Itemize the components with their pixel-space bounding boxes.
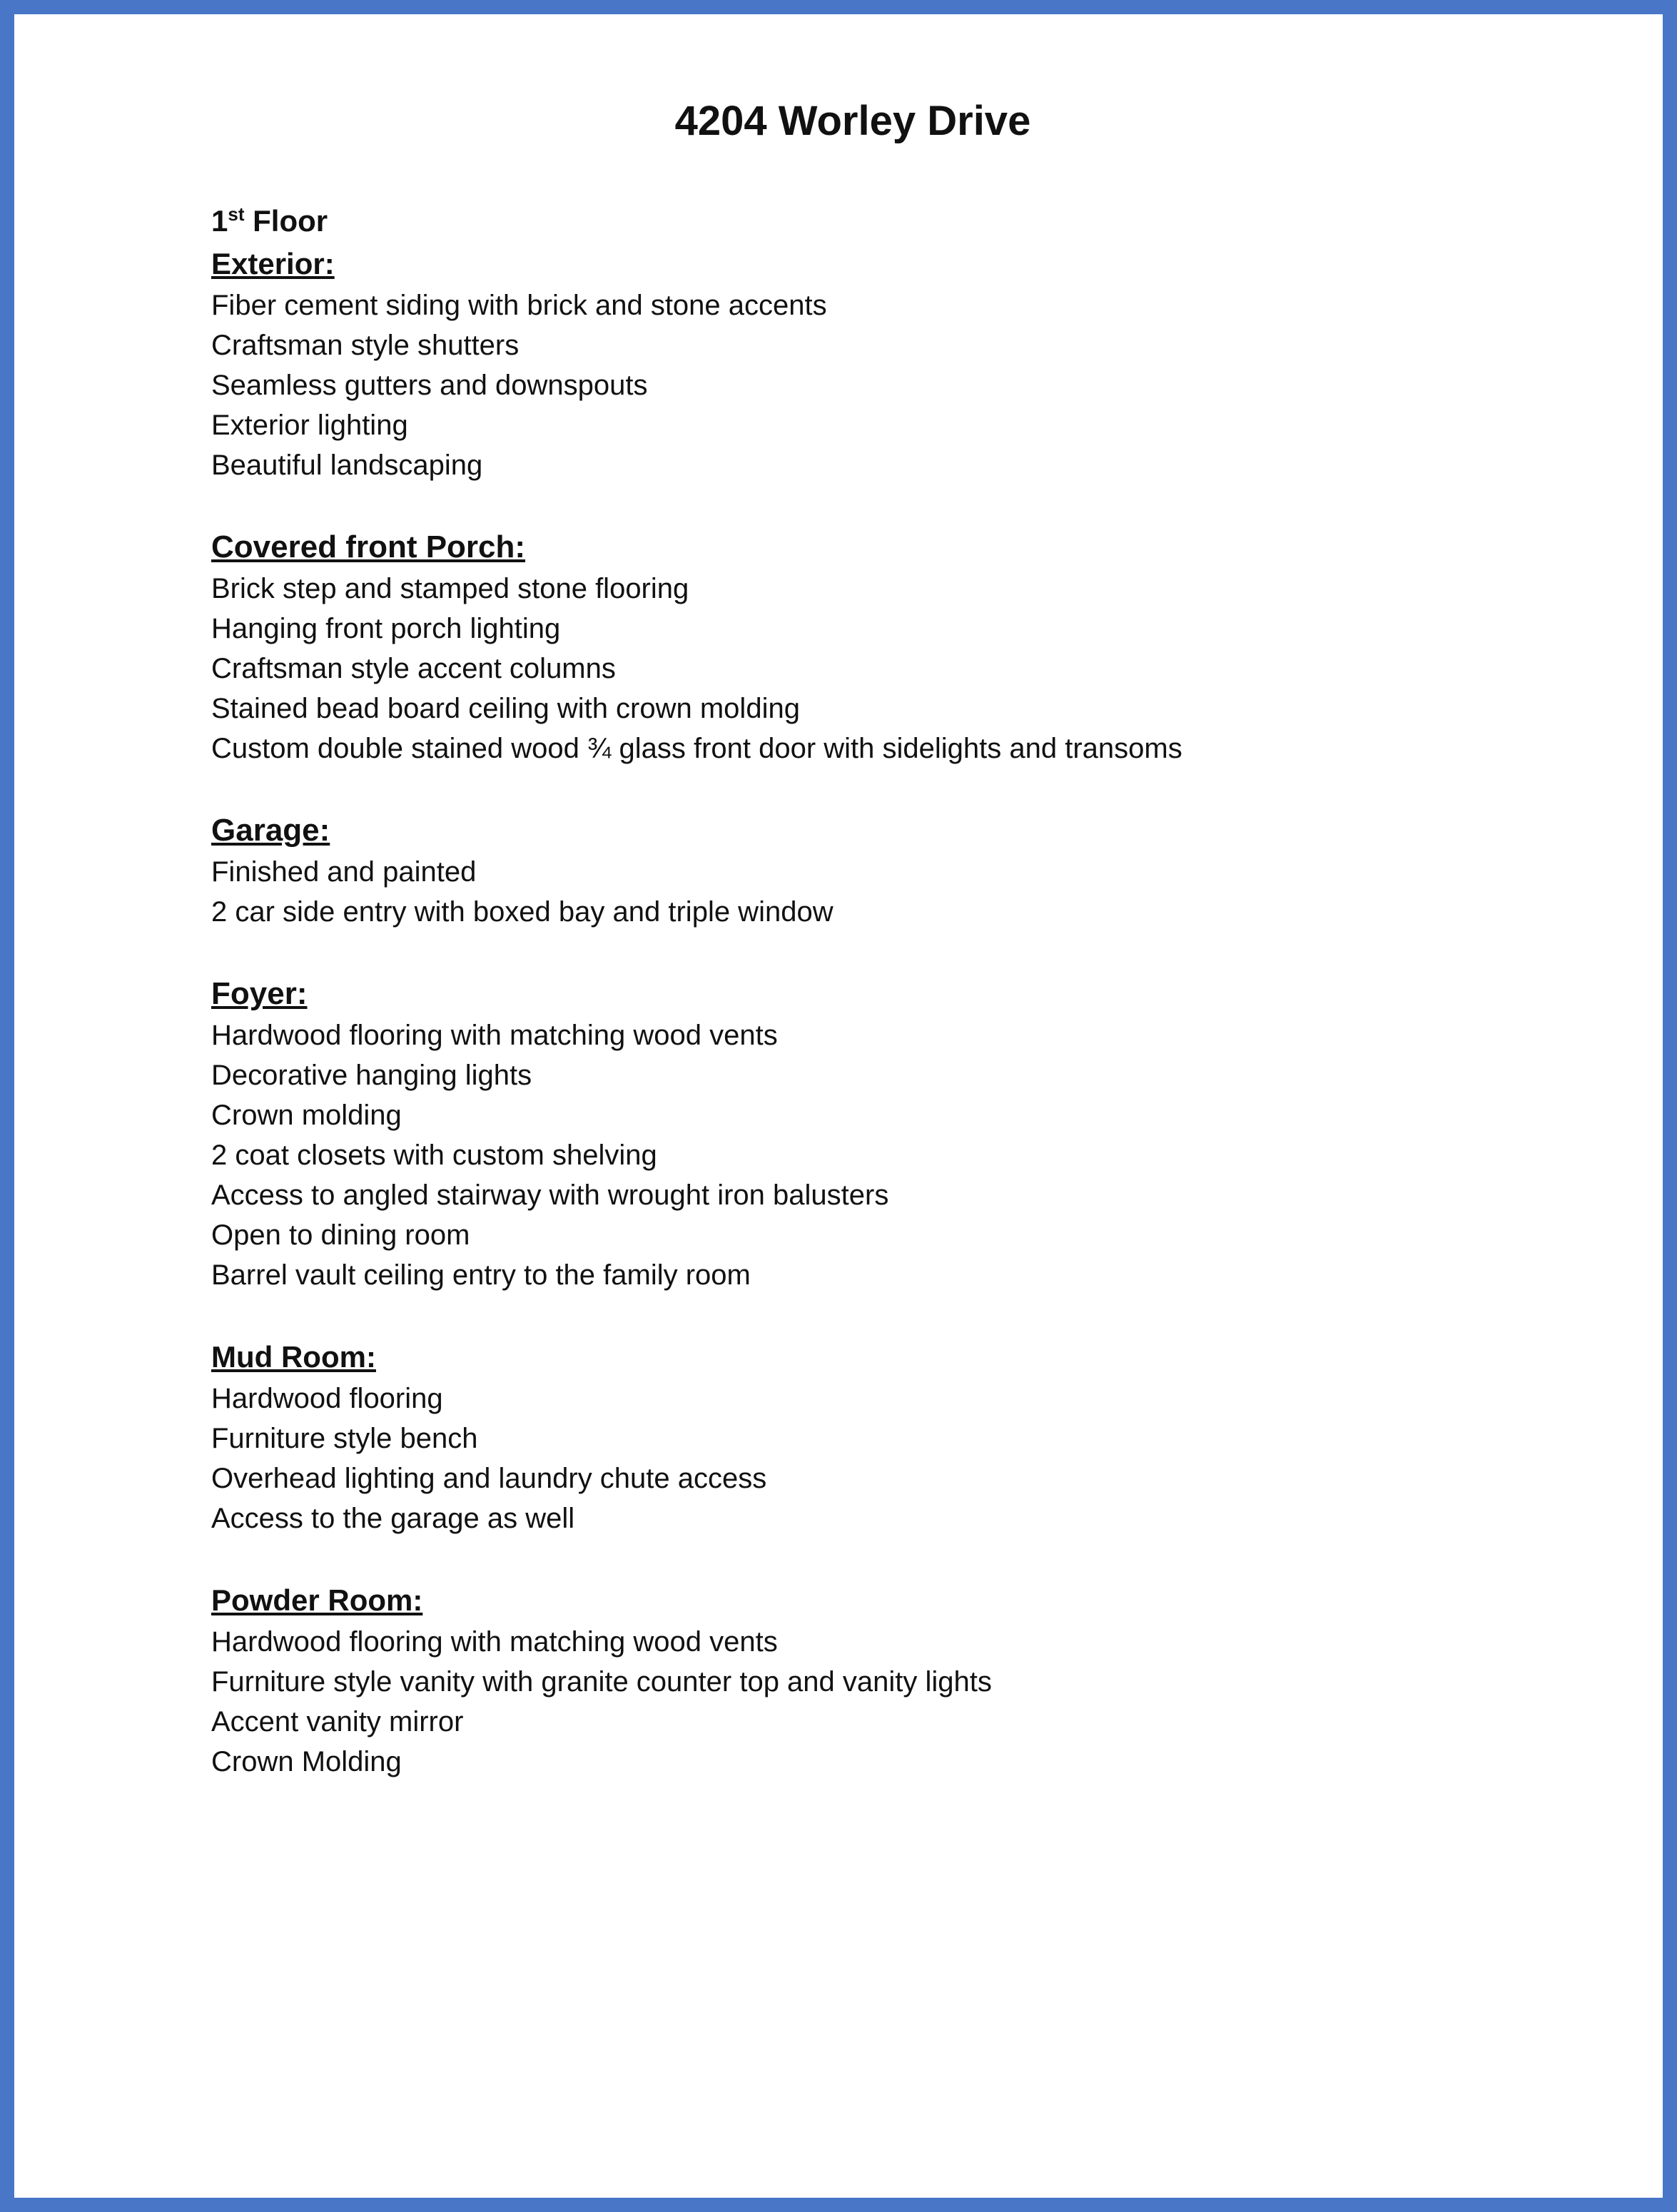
- list-item: Barrel vault ceiling entry to the family room: [211, 1259, 751, 1291]
- list-item: Exterior lighting: [211, 410, 408, 441]
- list-item: Furniture style vanity with granite counter top and vanity lights: [211, 1666, 992, 1698]
- section-heading: Mud Room:: [211, 1340, 376, 1374]
- document-body: [211, 200, 1567, 1822]
- floor-label: Floor: [244, 204, 328, 238]
- document-title: 4204 Worley Drive: [674, 98, 1031, 144]
- list-item: Beautiful landscaping: [211, 450, 483, 481]
- list-item: Open to dining room: [211, 1219, 470, 1251]
- section-foyer: [211, 973, 1567, 1295]
- list-item: Accent vanity mirror: [211, 1706, 464, 1737]
- section-garage: [211, 809, 1567, 932]
- list-item: Access to the garage as well: [211, 1503, 575, 1534]
- feature-list: [211, 852, 1567, 932]
- section-heading: Exterior:: [211, 247, 335, 280]
- feature-list: [211, 1379, 1567, 1538]
- floor-heading: [211, 200, 1567, 243]
- section-heading: Covered front Porch:: [211, 529, 526, 564]
- feature-list: [211, 1622, 1567, 1782]
- section-heading: Powder Room:: [211, 1583, 423, 1617]
- list-item: Crown molding: [211, 1100, 402, 1131]
- section-heading: Foyer:: [211, 976, 308, 1011]
- list-item: Finished and painted: [211, 856, 477, 888]
- feature-list: [211, 569, 1567, 768]
- list-item: 2 coat closets with custom shelving: [211, 1140, 657, 1171]
- section-powder-room: [211, 1579, 1567, 1782]
- list-item: Custom double stained wood ¾ glass front door with sidelights and transoms: [211, 733, 1182, 764]
- list-item: 2 car side entry with boxed bay and triple window: [211, 896, 834, 928]
- list-item: Stained bead board ceiling with crown molding: [211, 693, 800, 724]
- feature-list: [211, 285, 1567, 485]
- list-item: Hanging front porch lighting: [211, 613, 561, 644]
- list-item: Crown Molding: [211, 1746, 402, 1777]
- list-item: Decorative hanging lights: [211, 1060, 532, 1091]
- list-item: Hardwood flooring: [211, 1383, 443, 1414]
- list-item: Fiber cement siding with brick and stone accents: [211, 290, 827, 321]
- list-item: Hardwood flooring with matching wood vents: [211, 1626, 778, 1658]
- section-heading: Garage:: [211, 813, 330, 848]
- floor-suffix: st: [228, 203, 245, 225]
- list-item: Craftsman style accent columns: [211, 653, 616, 684]
- list-item: Seamless gutters and downspouts: [211, 370, 648, 401]
- floor-number: 1: [211, 204, 228, 238]
- list-item: Access to angled stairway with wrought iron balusters: [211, 1179, 889, 1211]
- section-covered-front-porch: [211, 526, 1567, 768]
- list-item: Hardwood flooring with matching wood vents: [211, 1020, 778, 1051]
- list-item: Furniture style bench: [211, 1423, 478, 1454]
- list-item: Craftsman style shutters: [211, 330, 520, 361]
- section-mud-room: [211, 1336, 1567, 1538]
- section-exterior: [211, 243, 1567, 485]
- list-item: Overhead lighting and laundry chute access: [211, 1463, 767, 1494]
- list-item: Brick step and stamped stone flooring: [211, 573, 689, 604]
- feature-list: [211, 1015, 1567, 1295]
